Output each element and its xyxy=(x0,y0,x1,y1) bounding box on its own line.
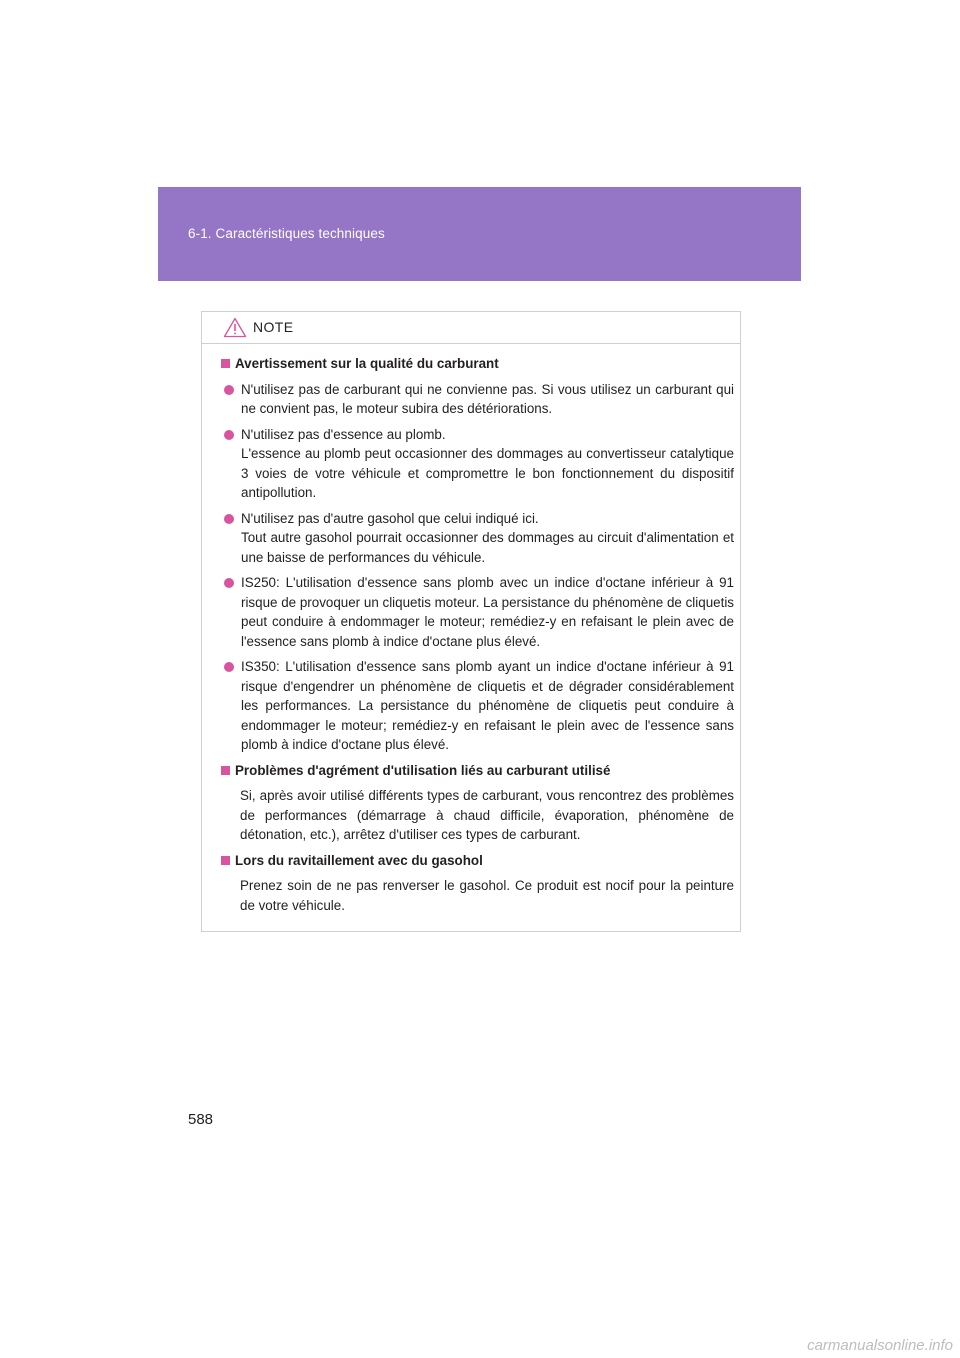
list-item: N'utilisez pas d'essence au plomb. L'essence au plomb peut occasionner des dommages au convertisseur catalytique 3 voies de votre véhicule et compromettre le bon fonctionnement du dispositif antipollution. xyxy=(221,425,734,503)
square-bullet-icon xyxy=(221,856,230,865)
list-item: N'utilisez pas de carburant qui ne convienne pas. Si vous utilisez un carburant qui ne convient pas, le moteur subira des détériorations. xyxy=(221,380,734,419)
round-bullet-icon xyxy=(224,385,234,395)
round-bullet-icon xyxy=(224,662,234,672)
square-bullet-icon xyxy=(221,766,230,775)
note-box xyxy=(201,311,741,932)
round-bullet-icon xyxy=(224,430,234,440)
paragraph: Si, après avoir utilisé différents types de carburant, vous rencontrez des problèmes de performances (démarrage à chaud difficile, évaporation, phénomène de détonation, etc.), arrêtez d'utiliser ces types de carburant. xyxy=(240,788,734,842)
list-item: N'utilisez pas d'autre gasohol que celui indiqué ici. Tout autre gasohol pourrait occasionner des dommages au circuit d'alimentation et une baisse de performances du véhicule. xyxy=(221,509,734,568)
round-bullet-icon xyxy=(224,514,234,524)
page-number: 588 xyxy=(188,1111,214,1128)
section-heading: Lors du ravitaillement avec du gasohol xyxy=(221,851,734,871)
list-item: IS350: L'utilisation d'essence sans plomb ayant un indice d'octane inférieur à 91 risque d'engendrer un phénomène de cliquetis et de dégrader considérablement les performances. La persistance du phénomène de cliquetis peut conduire à endommager le moteur; remédiez-y en refaisant le plein avec de l'essence sans plomb à indice d'octane plus élevé. xyxy=(221,657,734,755)
paragraph: Prenez soin de ne pas renverser le gasohol. Ce produit est nocif pour la peinture de votre véhicule. xyxy=(240,878,734,913)
round-bullet-icon xyxy=(224,578,234,588)
note-body xyxy=(221,354,734,921)
watermark: carmanualsonline.info xyxy=(807,1337,953,1354)
section-heading: Avertissement sur la qualité du carburant xyxy=(221,354,734,374)
square-bullet-icon xyxy=(221,359,230,368)
chapter-header-band xyxy=(158,187,801,281)
section-title: 6-1. Caractéristiques techniques xyxy=(188,226,385,241)
list-item: IS250: L'utilisation d'essence sans plomb avec un indice d'octane inférieur à 91 risque de provoquer un cliquetis moteur. La persistance du phénomène de cliquetis peut conduire à endommager le moteur; remédiez-y en refaisant le plein avec de l'essence sans plomb à indice d'octane plus élevé. xyxy=(221,573,734,651)
section-heading: Problèmes d'agrément d'utilisation liés au carburant utilisé xyxy=(221,761,734,781)
note-label: NOTE xyxy=(253,319,294,335)
note-header xyxy=(202,312,740,344)
warning-triangle-icon xyxy=(223,317,247,338)
